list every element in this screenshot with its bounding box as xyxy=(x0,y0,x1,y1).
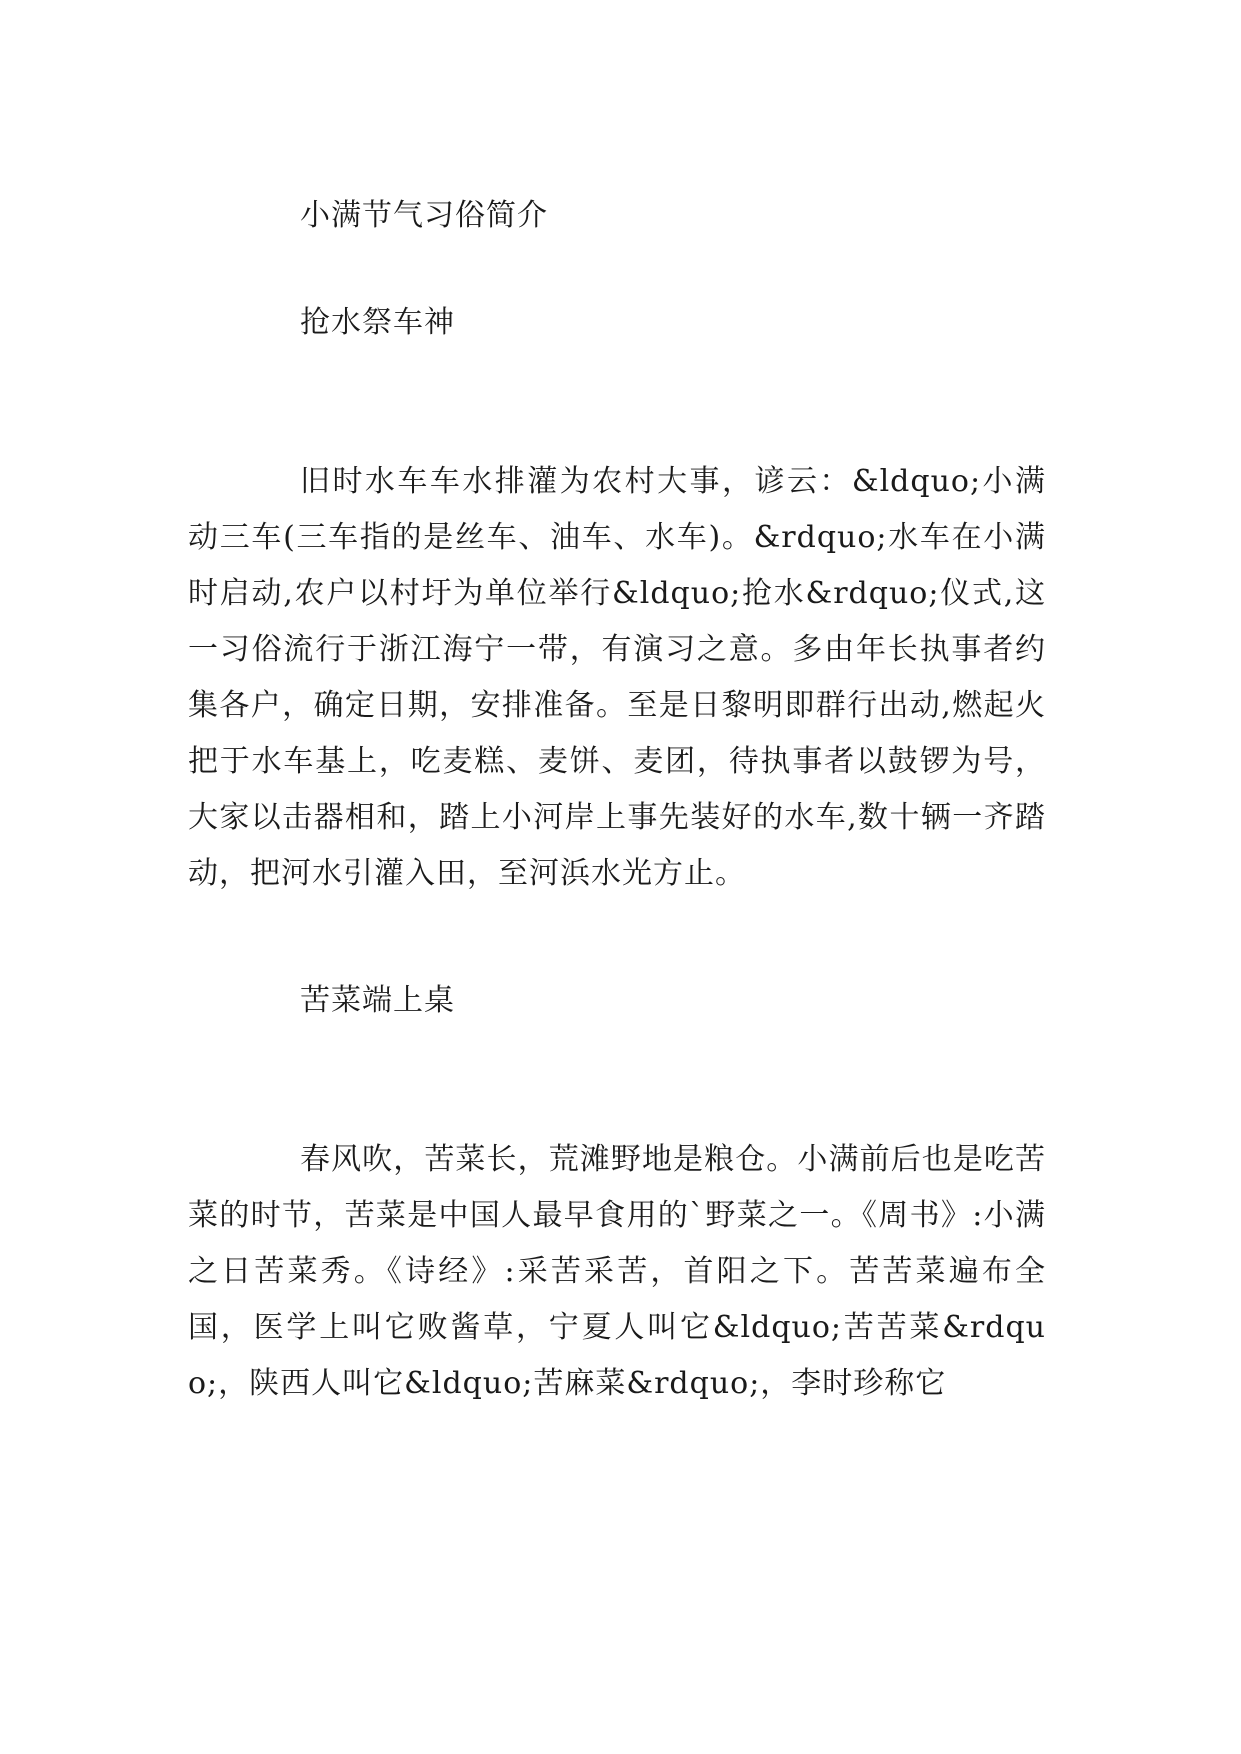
section-heading-1: 抢水祭车神 xyxy=(300,305,455,340)
document-title: 小满节气习俗简介 xyxy=(300,198,548,233)
section-body-1: 旧时水车车水排灌为农村大事，谚云：&ldquo;小满动三车(三车指的是丝车、油车、水车)。&rdquo;水车在小满时启动,农户以村圩为单位举行&ldquo;抢水&rdquo;仪式,这一习俗流行于浙江海宁一带，有演习之意。多由年长执事者约集各户，确定日期，安排准备。至是日黎明即群行出动,燃起火把于水车基上，吃麦糕、麦饼、麦团，待执事者以鼓锣为号，大家以击器相和，踏上小河岸上事先装好的水车,数十辆一齐踏动，把河水引灌入田，至河浜水光方止。 xyxy=(188,464,1046,891)
section-body-2: 春风吹，苦菜长，荒滩野地是粮仓。小满前后也是吃苦菜的时节，苦菜是中国人最早食用的`野菜之一。《周书》:小满之日苦菜秀。《诗经》:采苦采苦，首阳之下。苦苦菜遍布全国，医学上叫它败酱草，宁夏人叫它&ldquo;苦苦菜&rdquo;，陕西人叫它&ldquo;苦麻菜&rdquo;，李时珍称它 xyxy=(188,1142,1046,1401)
section-heading-2: 苦菜端上桌 xyxy=(300,983,455,1018)
